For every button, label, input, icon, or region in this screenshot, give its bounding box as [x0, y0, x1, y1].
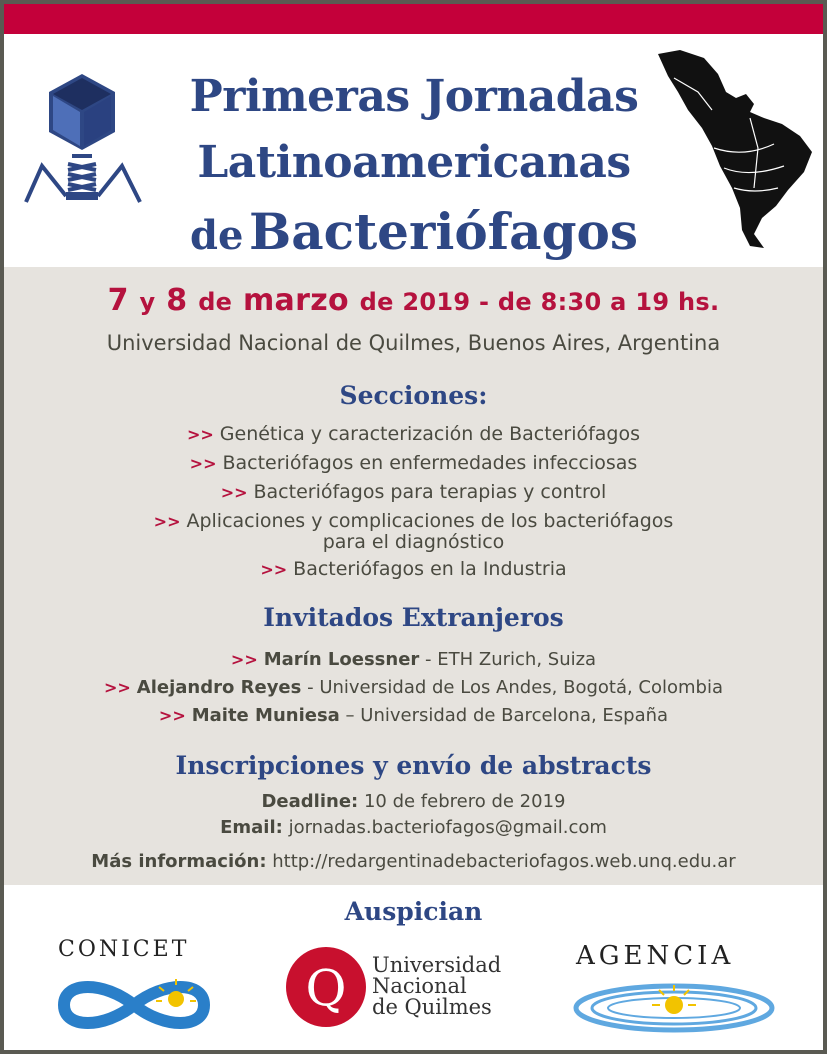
agencia-logo-icon [572, 983, 776, 1033]
arrow-icon: >> [189, 454, 217, 473]
section-item: >> Aplicaciones y complicaciones de los bacteriófagos [153, 510, 674, 532]
section-item: >> Bacteriófagos en enfermedades infecciosas [189, 452, 638, 474]
deadline: Deadline: 10 de febrero de 2019 [261, 791, 566, 812]
email: Email: jornadas.bacteriofagos@gmail.com [220, 817, 607, 838]
bacteriophage-icon [20, 74, 150, 209]
email-link[interactable]: jornadas.bacteriofagos@gmail.com [282, 817, 607, 838]
event-venue: Universidad Nacional de Quilmes, Buenos Aires, Argentina [106, 331, 721, 355]
unq-logo-icon [284, 945, 368, 1029]
info-link[interactable]: http://redargentinadebacteriofagos.web.unq.edu.ar [266, 851, 736, 872]
title-bacteriofagos: Bacteriófagos [248, 202, 639, 261]
section-item: >> Bacteriófagos en la Industria [260, 558, 567, 580]
event-date [4, 283, 823, 318]
conicet-label: CONICET [58, 937, 190, 962]
svg-text:Q: Q [305, 959, 347, 1017]
arrow-icon: >> [103, 678, 131, 697]
arrow-icon: >> [220, 483, 248, 502]
title-line-1: Primeras Jornadas [189, 71, 639, 122]
date-day2: 8 [166, 283, 188, 318]
top-red-bar [4, 4, 823, 34]
sections-heading: Secciones: [339, 381, 488, 410]
more-info: Más información: http://redargentinadebacteriofagos.web.unq.edu.ar [91, 851, 736, 872]
registration-heading: Inscripciones y envío de abstracts [175, 751, 652, 780]
date-day1: 7 [107, 283, 129, 318]
section-item-line2: para el diagnóstico [322, 531, 505, 553]
title-de: de [189, 212, 244, 259]
arrow-icon: >> [158, 706, 186, 725]
section-item: >> Genética y caracterización de Bacteriófagos [186, 423, 641, 445]
guest-item: >> Marín Loessner - ETH Zurich, Suiza [230, 649, 597, 670]
guest-item: >> Alejandro Reyes - Universidad de Los Andes, Bogotá, Colombia [103, 677, 724, 698]
date-de: de [198, 288, 233, 316]
guests-heading: Invitados Extranjeros [263, 603, 564, 632]
conicet-logo-icon [54, 975, 214, 1035]
arrow-icon: >> [186, 425, 214, 444]
date-month: marzo [243, 283, 349, 318]
arrow-icon: >> [153, 512, 181, 531]
sponsors-panel [4, 885, 823, 1050]
date-rest: de 2019 - de 8:30 a 19 hs. [359, 288, 720, 316]
title-line-2: Latinoamericanas [197, 137, 631, 188]
page-title [154, 64, 674, 268]
arrow-icon: >> [260, 560, 288, 579]
guest-item: >> Maite Muniesa – Universidad de Barcelona, España [158, 705, 669, 726]
title-line-3 [154, 196, 674, 268]
info-panel [4, 267, 823, 885]
date-y: y [139, 288, 156, 316]
section-item: >> Bacteriófagos para terapias y control [220, 481, 607, 503]
agencia-label: AGENCIA [576, 941, 735, 971]
unq-label: Universidad Nacional de Quilmes [372, 953, 502, 1019]
sponsors-heading: Auspician [344, 897, 483, 926]
header [4, 34, 823, 267]
latin-america-map-icon [654, 48, 819, 253]
arrow-icon: >> [230, 650, 258, 669]
